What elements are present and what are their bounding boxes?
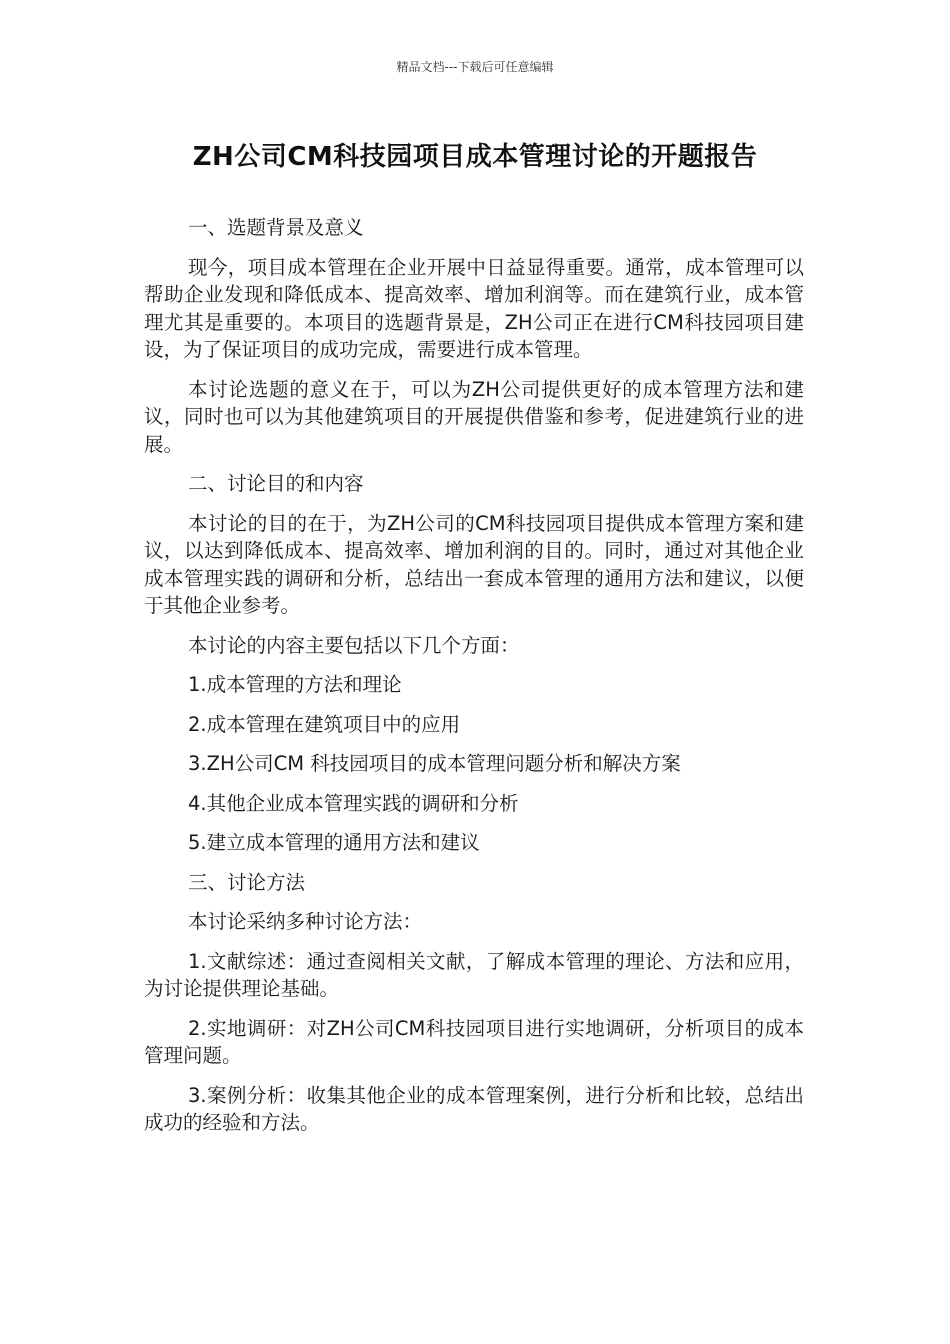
section-heading-method: 三、讨论方法 [188,870,306,894]
list-item: 5.建立成本管理的通用方法和建议 [188,831,480,854]
paragraph-background: 现今，项目成本管理在企业开展中日益显得重要。通常，成本管理可以帮助企业发现和降低成本、提高效率、增加利润等。而在建筑行业，成本管理尤其是重要的。本项目的选题背景是，ZH公司正在进行CM科技园项目建设，为了保证项目的成功完成，需要进行成本管理。 [144,255,804,361]
paragraph-purpose: 本讨论的目的在于，为ZH公司的CM科技园项目提供成本管理方案和建议，以达到降低成本、提高效率、增加利润的目的。同时，通过对其他企业成本管理实践的调研和分析，总结出一套成本管理的通用方法和建议，以便于其他企业参考。 [144,511,804,617]
list-item: 3.ZH公司CM 科技园项目的成本管理问题分析和解决方案 [188,752,681,775]
list-item: 1.文献综述：通过查阅相关文献，了解成本管理的理论、方法和应用，为讨论提供理论基础。 [144,949,804,1000]
list-item: 1.成本管理的方法和理论 [188,673,402,696]
list-item: 2.实地调研：对ZH公司CM科技园项目进行实地调研，分析项目的成本管理问题。 [144,1016,804,1067]
list-item: 3.案例分析：收集其他企业的成本管理案例，进行分析和比较，总结出成功的经验和方法。 [144,1083,804,1134]
page-header: 精品文档---下载后可任意编辑 [396,60,554,74]
section-heading-purpose: 二、讨论目的和内容 [188,472,364,495]
paragraph-content-intro: 本讨论的内容主要包括以下几个方面： [188,633,520,657]
document-title: ZH公司CM科技园项目成本管理讨论的开题报告 [192,142,758,172]
paragraph-significance: 本讨论选题的意义在于，可以为ZH公司提供更好的成本管理方法和建议，同时也可以为其他建筑项目的开展提供借鉴和参考，促进建筑行业的进展。 [144,377,804,456]
list-item: 2.成本管理在建筑项目中的应用 [188,712,461,736]
paragraph-method-intro: 本讨论采纳多种讨论方法： [188,910,423,933]
section-heading-background: 一、选题背景及意义 [188,216,364,239]
document-body [144,214,804,1149]
list-item: 4.其他企业成本管理实践的调研和分析 [188,791,519,815]
